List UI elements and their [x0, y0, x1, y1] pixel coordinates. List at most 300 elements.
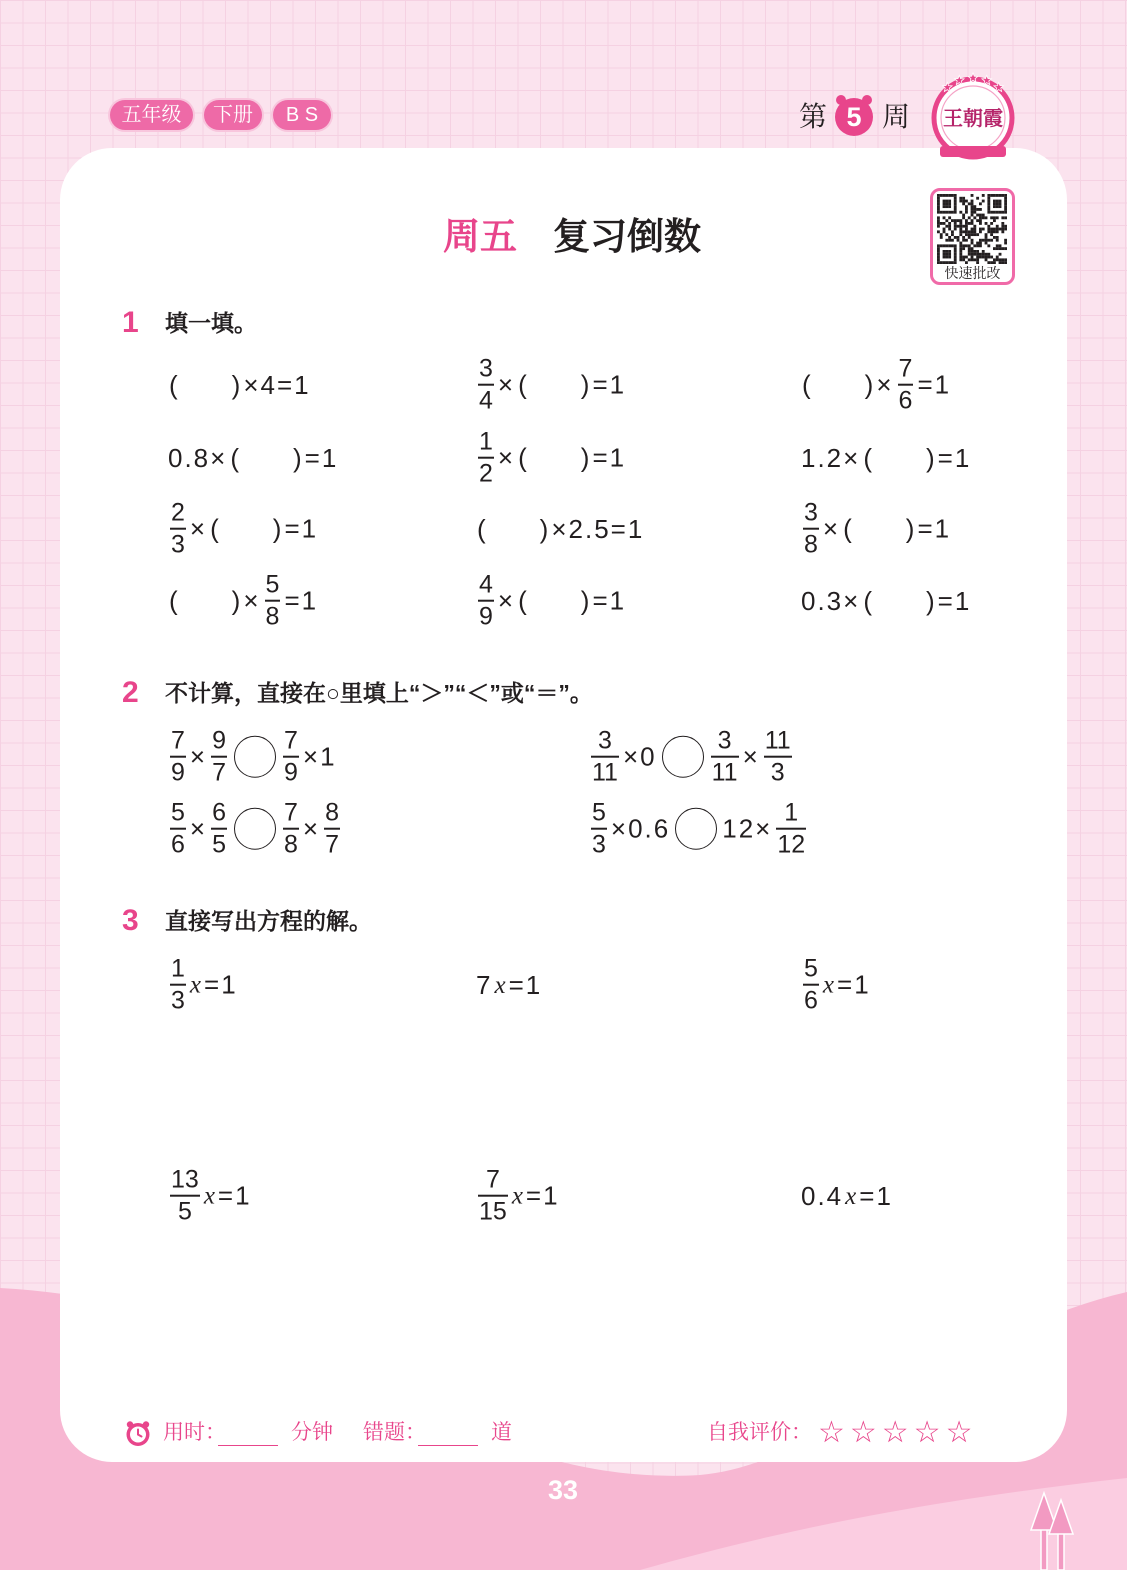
qr-module: [954, 247, 957, 250]
qr-module: [937, 247, 940, 250]
qr-module: [987, 194, 990, 197]
fraction-bar: [898, 384, 914, 386]
qr-module: [999, 244, 1002, 247]
qr-module: [937, 261, 940, 264]
fraction-numerator: 3: [479, 354, 493, 383]
fraction-numerator: 7: [171, 726, 185, 755]
qr-module: [954, 205, 957, 208]
math-text: =1: [937, 443, 972, 473]
qr-module: [945, 205, 948, 208]
qr-module: [965, 208, 968, 211]
fraction: [803, 498, 819, 559]
math-text: =1: [592, 443, 627, 473]
qr-module: [951, 211, 954, 214]
qr-module: [976, 242, 979, 245]
fraction-denominator: 8: [284, 830, 298, 859]
right-paren: ): [580, 443, 590, 473]
math-text: ×: [742, 742, 760, 772]
compare-circle[interactable]: [662, 736, 704, 778]
qr-module: [971, 200, 974, 203]
compare-circle[interactable]: [234, 736, 276, 778]
qr-module: [951, 194, 954, 197]
qr-module: [976, 233, 979, 236]
qr-module: [971, 239, 974, 242]
qr-module: [940, 236, 943, 239]
right-paren: ): [580, 370, 590, 400]
qr-module: [937, 225, 940, 228]
qr-module: [959, 228, 962, 231]
qr-module: [1004, 258, 1007, 261]
qr-module: [985, 253, 988, 256]
answer-blank[interactable]: [518, 588, 589, 614]
fraction: [478, 1165, 508, 1226]
qr-module: [937, 244, 940, 247]
fraction-numerator: 11: [764, 726, 791, 755]
fraction-numerator: 7: [485, 1165, 500, 1194]
qr-module: [982, 194, 985, 197]
qr-module: [954, 244, 957, 247]
fraction: [478, 354, 494, 415]
qr-module: [954, 219, 957, 222]
qr-module: [962, 236, 965, 239]
blank-space[interactable]: [239, 445, 293, 471]
qr-module: [999, 247, 1002, 250]
answer-blank[interactable]: [863, 445, 934, 471]
qr-module: [948, 239, 951, 242]
qr-module: [962, 225, 965, 228]
fraction-denominator: 4: [479, 386, 493, 415]
qr-module: [965, 222, 968, 225]
variable-x: x: [845, 1182, 857, 1210]
qr-module: [979, 230, 982, 233]
qr-module: [971, 202, 974, 205]
qr-module: [982, 200, 985, 203]
fraction: [591, 798, 607, 859]
qr-module: [999, 194, 1002, 197]
qr-module: [1004, 261, 1007, 264]
qr-module: [940, 211, 943, 214]
blank-space[interactable]: [527, 588, 581, 614]
fraction-bar: [170, 984, 186, 986]
qr-module: [996, 256, 999, 259]
tag-edition: B S: [273, 100, 331, 130]
fraction: [211, 798, 227, 859]
qr-module: [973, 216, 976, 219]
qr-module: [973, 228, 976, 231]
brand-logo: [927, 66, 1019, 166]
fraction: [591, 726, 619, 787]
qr-module: [990, 233, 993, 236]
qr-module: [987, 225, 990, 228]
qr-module: [954, 228, 957, 231]
fraction: [283, 726, 299, 787]
answer-blank[interactable]: [169, 372, 240, 398]
qr-module: [996, 247, 999, 250]
problem: [167, 1165, 253, 1226]
qr-module: [996, 211, 999, 214]
qr-module: [945, 202, 948, 205]
qr-module: [959, 247, 962, 250]
answer-blank[interactable]: [477, 516, 548, 542]
qr-module: [951, 219, 954, 222]
qr-module: [976, 261, 979, 264]
fraction-bar: [803, 984, 819, 986]
qr-module: [979, 202, 982, 205]
math-text: ×0: [622, 742, 657, 772]
math-text: =1: [837, 970, 871, 1000]
answer-blank[interactable]: [802, 372, 873, 398]
qr-module: [979, 242, 982, 245]
qr-module: [954, 261, 957, 264]
qr-module: [993, 236, 996, 239]
qr-module: [996, 205, 999, 208]
fraction-bar: [764, 756, 792, 758]
right-paren: ): [231, 586, 241, 616]
blank-space[interactable]: [219, 516, 273, 542]
qr-module: [965, 219, 968, 222]
qr-module: [954, 197, 957, 200]
qr-module: [1001, 258, 1004, 261]
math-text: 0.8×: [168, 443, 228, 473]
qr-module: [945, 194, 948, 197]
qr-module: [943, 216, 946, 219]
qr-module: [971, 211, 974, 214]
qr-module: [954, 200, 957, 203]
qr-module: [982, 256, 985, 259]
qr-module: [990, 222, 993, 225]
qr-module: [979, 216, 982, 219]
week-number-badge: 5: [835, 98, 873, 136]
qr-module: [962, 256, 965, 259]
math-text: =1: [217, 1181, 252, 1211]
qr-module: [996, 236, 999, 239]
variable-x: x: [203, 1182, 215, 1210]
qr-module: [999, 253, 1002, 256]
fraction-bar: [324, 828, 340, 830]
fraction-numerator: 1: [479, 427, 493, 456]
qr-module: [996, 194, 999, 197]
qr-module: [937, 216, 940, 219]
qr-module: [971, 228, 974, 231]
compare-circle[interactable]: [234, 808, 276, 850]
right-paren: ): [293, 443, 302, 473]
qr-module: [971, 208, 974, 211]
qr-module: [971, 250, 974, 253]
self-rating-label: 自我评价：: [707, 1421, 812, 1444]
left-paren: (: [210, 514, 219, 544]
page-title-day: 周五: [443, 216, 517, 257]
qr-module: [957, 236, 960, 239]
qr-module: [948, 211, 951, 214]
qr-module: [965, 200, 968, 203]
fraction-numerator: 7: [898, 354, 913, 383]
blank-space[interactable]: [872, 445, 926, 471]
fraction: [764, 726, 792, 787]
qr-module: [937, 205, 940, 208]
qr-module: [979, 239, 982, 242]
qr-module: [945, 211, 948, 214]
fraction-bar: [591, 828, 607, 830]
time-label: 用时：: [163, 1421, 226, 1444]
qr-module: [945, 256, 948, 259]
qr-module: [945, 261, 948, 264]
math-text: =1: [917, 370, 952, 400]
qr-module: [948, 222, 951, 225]
qr-module: [990, 211, 993, 214]
qr-module: [1004, 208, 1007, 211]
qr-module: [973, 250, 976, 253]
qr-code: [937, 194, 1007, 264]
qr-module: [987, 239, 990, 242]
qr-module: [976, 256, 979, 259]
left-paren: (: [169, 370, 178, 400]
fraction: [898, 354, 914, 415]
qr-module: [982, 214, 985, 217]
answer-blank[interactable]: [518, 372, 589, 398]
qr-module: [990, 194, 993, 197]
fraction-denominator: 5: [177, 1197, 192, 1226]
blank-space[interactable]: [486, 516, 540, 542]
qr-module: [971, 242, 974, 245]
math-text: =1: [284, 514, 319, 544]
qr-module: [954, 236, 957, 239]
section-prompt: 不计算，直接在○里填上“＞”“＜”或“＝”。: [165, 680, 593, 706]
qr-module: [990, 256, 993, 259]
qr-module: [937, 258, 940, 261]
qr-module: [971, 205, 974, 208]
blank-space[interactable]: [852, 516, 906, 542]
fraction-denominator: 3: [592, 830, 606, 859]
fraction-bar: [803, 528, 819, 530]
qr-module: [948, 236, 951, 239]
qr-module: [973, 244, 976, 247]
qr-module: [948, 225, 951, 228]
qr-module: [937, 211, 940, 214]
fraction-denominator: 6: [898, 386, 913, 415]
qr-module: [976, 250, 979, 253]
section-heading: [122, 677, 593, 709]
fraction: [776, 798, 806, 859]
qr-module: [965, 225, 968, 228]
qr-module: [954, 258, 957, 261]
answer-blank[interactable]: [843, 516, 914, 542]
left-paren: (: [802, 370, 811, 400]
fraction-denominator: 9: [284, 758, 298, 787]
blank-space[interactable]: [178, 372, 232, 398]
qr-module: [979, 256, 982, 259]
errors-unit: 道: [491, 1421, 512, 1444]
qr-module: [971, 256, 974, 259]
qr-module: [985, 256, 988, 259]
qr-module: [943, 211, 946, 214]
qr-module: [993, 247, 996, 250]
qr-module: [971, 258, 974, 261]
blank-space[interactable]: [527, 445, 581, 471]
qr-module: [976, 197, 979, 200]
fraction-denominator: 11: [711, 758, 738, 787]
qr-module: [985, 242, 988, 245]
qr-module: [982, 253, 985, 256]
qr-module: [1001, 222, 1004, 225]
qr-module: [943, 244, 946, 247]
left-paren: (: [843, 514, 852, 544]
qr-module: [985, 239, 988, 242]
qr-module: [943, 228, 946, 231]
left-paren: (: [863, 443, 872, 473]
week-prefix: 第: [799, 101, 828, 132]
qr-module: [973, 225, 976, 228]
math-text: ×: [189, 814, 208, 844]
math-text: =1: [592, 370, 627, 400]
qr-module: [962, 247, 965, 250]
fraction-denominator: 12: [777, 830, 806, 859]
fraction-numerator: 2: [171, 498, 185, 527]
qr-module: [954, 194, 957, 197]
tag-grade: 五年级: [110, 100, 193, 130]
qr-module: [999, 211, 1002, 214]
qr-module: [996, 230, 999, 233]
blank-space[interactable]: [872, 588, 926, 614]
qr-module: [973, 208, 976, 211]
qr-module: [996, 258, 999, 261]
fraction: [170, 954, 186, 1015]
qr-module: [937, 222, 940, 225]
blank-space[interactable]: [527, 372, 581, 398]
fraction-numerator: 7: [284, 726, 298, 755]
qr-module: [985, 233, 988, 236]
qr-module: [951, 230, 954, 233]
problem: [167, 798, 343, 859]
section-number: 3: [122, 904, 139, 937]
qr-module: [976, 258, 979, 261]
qr-module: [993, 202, 996, 205]
answer-blank[interactable]: [518, 445, 589, 471]
section-heading: [122, 307, 257, 339]
qr-module: [1004, 239, 1007, 242]
qr-module: [959, 258, 962, 261]
self-rating-stars[interactable]: ☆☆☆☆☆: [818, 1415, 978, 1450]
qr-module: [979, 222, 982, 225]
qr-module: [948, 205, 951, 208]
qr-module: [951, 244, 954, 247]
week-suffix: 周: [882, 101, 911, 132]
qr-module: [965, 256, 968, 259]
qr-module: [959, 250, 962, 253]
qr-module: [973, 230, 976, 233]
problem: [167, 570, 319, 631]
time-blank[interactable]: [218, 1445, 278, 1446]
qr-module: [943, 256, 946, 259]
answer-blank[interactable]: [169, 588, 240, 614]
qr-module: [948, 244, 951, 247]
fraction-bar: [478, 1195, 508, 1197]
qr-module: [962, 200, 965, 203]
qr-module: [943, 200, 946, 203]
math-text: ×1: [302, 742, 337, 772]
problem: [588, 726, 795, 787]
math-text: 0.3×: [801, 586, 861, 616]
blank-space[interactable]: [178, 588, 232, 614]
problem: [475, 354, 627, 415]
answer-blank[interactable]: [863, 588, 934, 614]
qr-module: [993, 261, 996, 264]
qr-module: [965, 261, 968, 264]
qr-module: [954, 253, 957, 256]
qr-module: [1001, 211, 1004, 214]
left-paren: (: [518, 443, 527, 473]
answer-blank[interactable]: [210, 516, 281, 542]
qr-module: [979, 219, 982, 222]
grade-tags: [110, 100, 331, 130]
qr-module: [999, 205, 1002, 208]
qr-module: [962, 197, 965, 200]
qr-module: [985, 222, 988, 225]
qr-module: [959, 219, 962, 222]
qr-module: [968, 216, 971, 219]
qr-module: [993, 230, 996, 233]
fraction: [211, 726, 227, 787]
compare-circle[interactable]: [675, 808, 717, 850]
right-paren: ): [926, 443, 935, 473]
blank-space[interactable]: [811, 372, 865, 398]
qr-module: [940, 194, 943, 197]
qr-module: [990, 216, 993, 219]
problem: [167, 726, 338, 787]
qr-module: [962, 216, 965, 219]
qr-module: [993, 200, 996, 203]
qr-module: [959, 200, 962, 203]
fraction-bar: [170, 528, 186, 530]
qr-module: [987, 197, 990, 200]
math-text: ×: [189, 514, 208, 544]
fraction-bar: [591, 756, 619, 758]
problem: [167, 372, 312, 398]
math-text: ×: [189, 742, 208, 772]
qr-module: [954, 222, 957, 225]
fraction-denominator: 8: [265, 602, 280, 631]
qr-module: [965, 233, 968, 236]
qr-module: [954, 202, 957, 205]
qr-module: [999, 202, 1002, 205]
fraction-numerator: 5: [804, 954, 818, 983]
qr-module: [945, 239, 948, 242]
errors-blank[interactable]: [418, 1445, 478, 1446]
qr-module: [985, 236, 988, 239]
fraction-denominator: 3: [171, 986, 185, 1015]
qr-module: [1001, 216, 1004, 219]
qr-module: [951, 233, 954, 236]
problem: [800, 354, 952, 415]
fraction-numerator: 1: [784, 798, 799, 827]
qr-module: [945, 233, 948, 236]
problem: [800, 1183, 894, 1209]
fraction-bar: [478, 457, 494, 459]
qr-module: [993, 205, 996, 208]
qr-module: [968, 250, 971, 253]
qr-module: [968, 247, 971, 250]
qr-module: [999, 261, 1002, 264]
qr-module: [1004, 194, 1007, 197]
qr-module: [948, 250, 951, 253]
right-paren: ): [864, 370, 874, 400]
qr-module: [987, 253, 990, 256]
qr-module: [954, 250, 957, 253]
qr-module: [937, 219, 940, 222]
fraction-bar: [170, 756, 186, 758]
answer-blank[interactable]: [230, 445, 301, 471]
math-text: 1.2×: [801, 443, 861, 473]
qr-module: [962, 244, 965, 247]
